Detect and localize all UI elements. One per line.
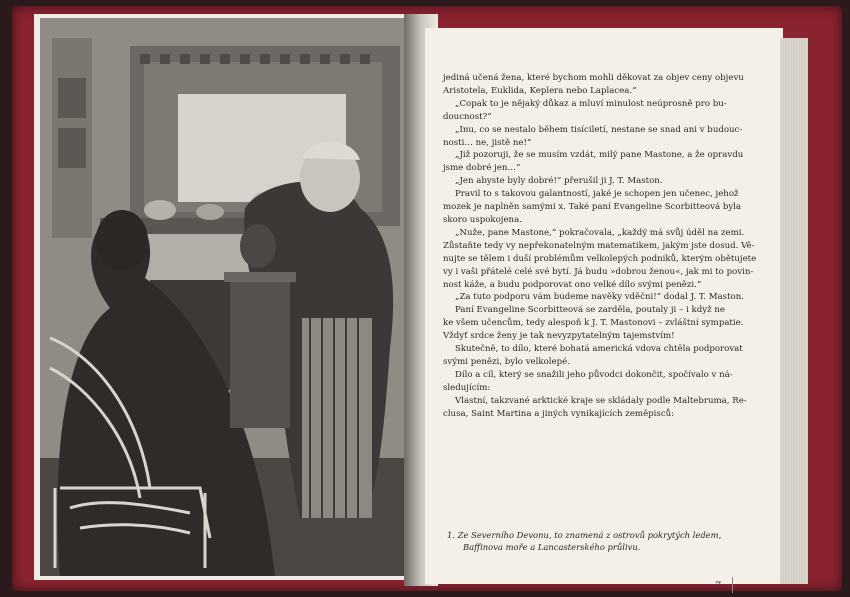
text-line: „Inu, co se nestalo během tisíciletí, nestane se snad ani v budouc- xyxy=(455,124,743,135)
text-line: „Copak to je nějaký důkaz a mluví minulost neúprosně pro bu- xyxy=(455,98,727,109)
text-line: jsme dobré jen…“ xyxy=(443,163,521,174)
footnote xyxy=(447,529,747,554)
text-line: Skutečně, to dílo, které bohatá americká vdova chtěla podporovat xyxy=(455,344,743,355)
page-text xyxy=(443,72,761,420)
text-line: skoro uspokojena. xyxy=(443,214,522,225)
text-line: „Jen abyste byly dobré!“ přerušil ji J. T. Maston. xyxy=(455,176,663,187)
text-line: Pravil to s takovou galantností, jaké je schopen jen učenec, jehož xyxy=(455,189,739,200)
text-line: sledujícím: xyxy=(443,382,491,393)
right-page xyxy=(425,28,783,592)
text-line: „Nuže, pane Mastone,“ pokračovala, „každý má svůj úděl na zemi. xyxy=(455,227,745,238)
text-line: Paní Evangeline Scorbitteová se zarděla, poutaly ji – i když ne xyxy=(455,305,725,316)
text-line: Dílo a cíl, který se snažili jeho původci dokončit, spočívalo v ná- xyxy=(455,369,733,380)
text-line: Aristotela, Euklida, Keplera nebo Laplacea.“ xyxy=(443,85,637,96)
text-line: Vždyť srdce ženy je tak nevyzpytatelným tajemstvím! xyxy=(443,331,675,342)
engraving-illustration xyxy=(40,18,410,576)
engraving-drawing xyxy=(40,18,410,576)
page-stack-edge xyxy=(780,38,808,584)
text-line: ke všem učencům, tedy alespoň k J. T. Mastonovi – zvláštní sympatie. xyxy=(443,318,744,329)
footnote-line: Baffinova moře a Lancasterského průlivu. xyxy=(463,542,641,553)
text-line: Vlastní, takzvané arktické kraje se skládaly podle Maltebruma, Re- xyxy=(455,395,747,406)
page-number: 7 xyxy=(715,581,722,592)
text-line: clusa, Saint Martina a jiných vynikajících zeměpisců: xyxy=(443,408,675,419)
text-line: vy i vaši přátelé celé své bytí. Já budu »dobrou ženou«, jak mi to povin- xyxy=(443,266,754,277)
text-line: jediná učená žena, které bychom mohli děkovat za objev ceny objevu xyxy=(443,73,744,83)
text-line: „Již pozoruji, že se musím vzdát, milý pane Mastone, a že opravdu xyxy=(455,150,744,161)
left-page xyxy=(34,14,416,580)
text-line: „Za tuto podporu vám budeme navěky vděčni!“ dodal J. T. Maston. xyxy=(455,292,744,303)
text-line: mozek je naplněn samými x. Také paní Evangeline Scorbitteová byla xyxy=(443,202,742,213)
text-line: Zůstaňte tedy vy nepřekonatelným matematikem, jakým jste dosud. Vě- xyxy=(443,240,755,251)
footnote-line: 1. Ze Severního Devonu, to znamená z ostrovů pokrytých ledem, xyxy=(447,530,722,540)
text-line: doucnost?“ xyxy=(443,111,492,122)
text-line: nost káže, a budu podporovat ono velké dílo svými penězi.“ xyxy=(443,279,702,290)
page-number-rule xyxy=(732,577,733,593)
text-line: nosti… ne, jistě ne!“ xyxy=(443,137,532,148)
text-line: nujte se tělem i duší problémům velkolepých podniků, kterým obětujete xyxy=(443,253,757,264)
text-line: svými penězi, bylo velkolepé. xyxy=(443,356,570,367)
